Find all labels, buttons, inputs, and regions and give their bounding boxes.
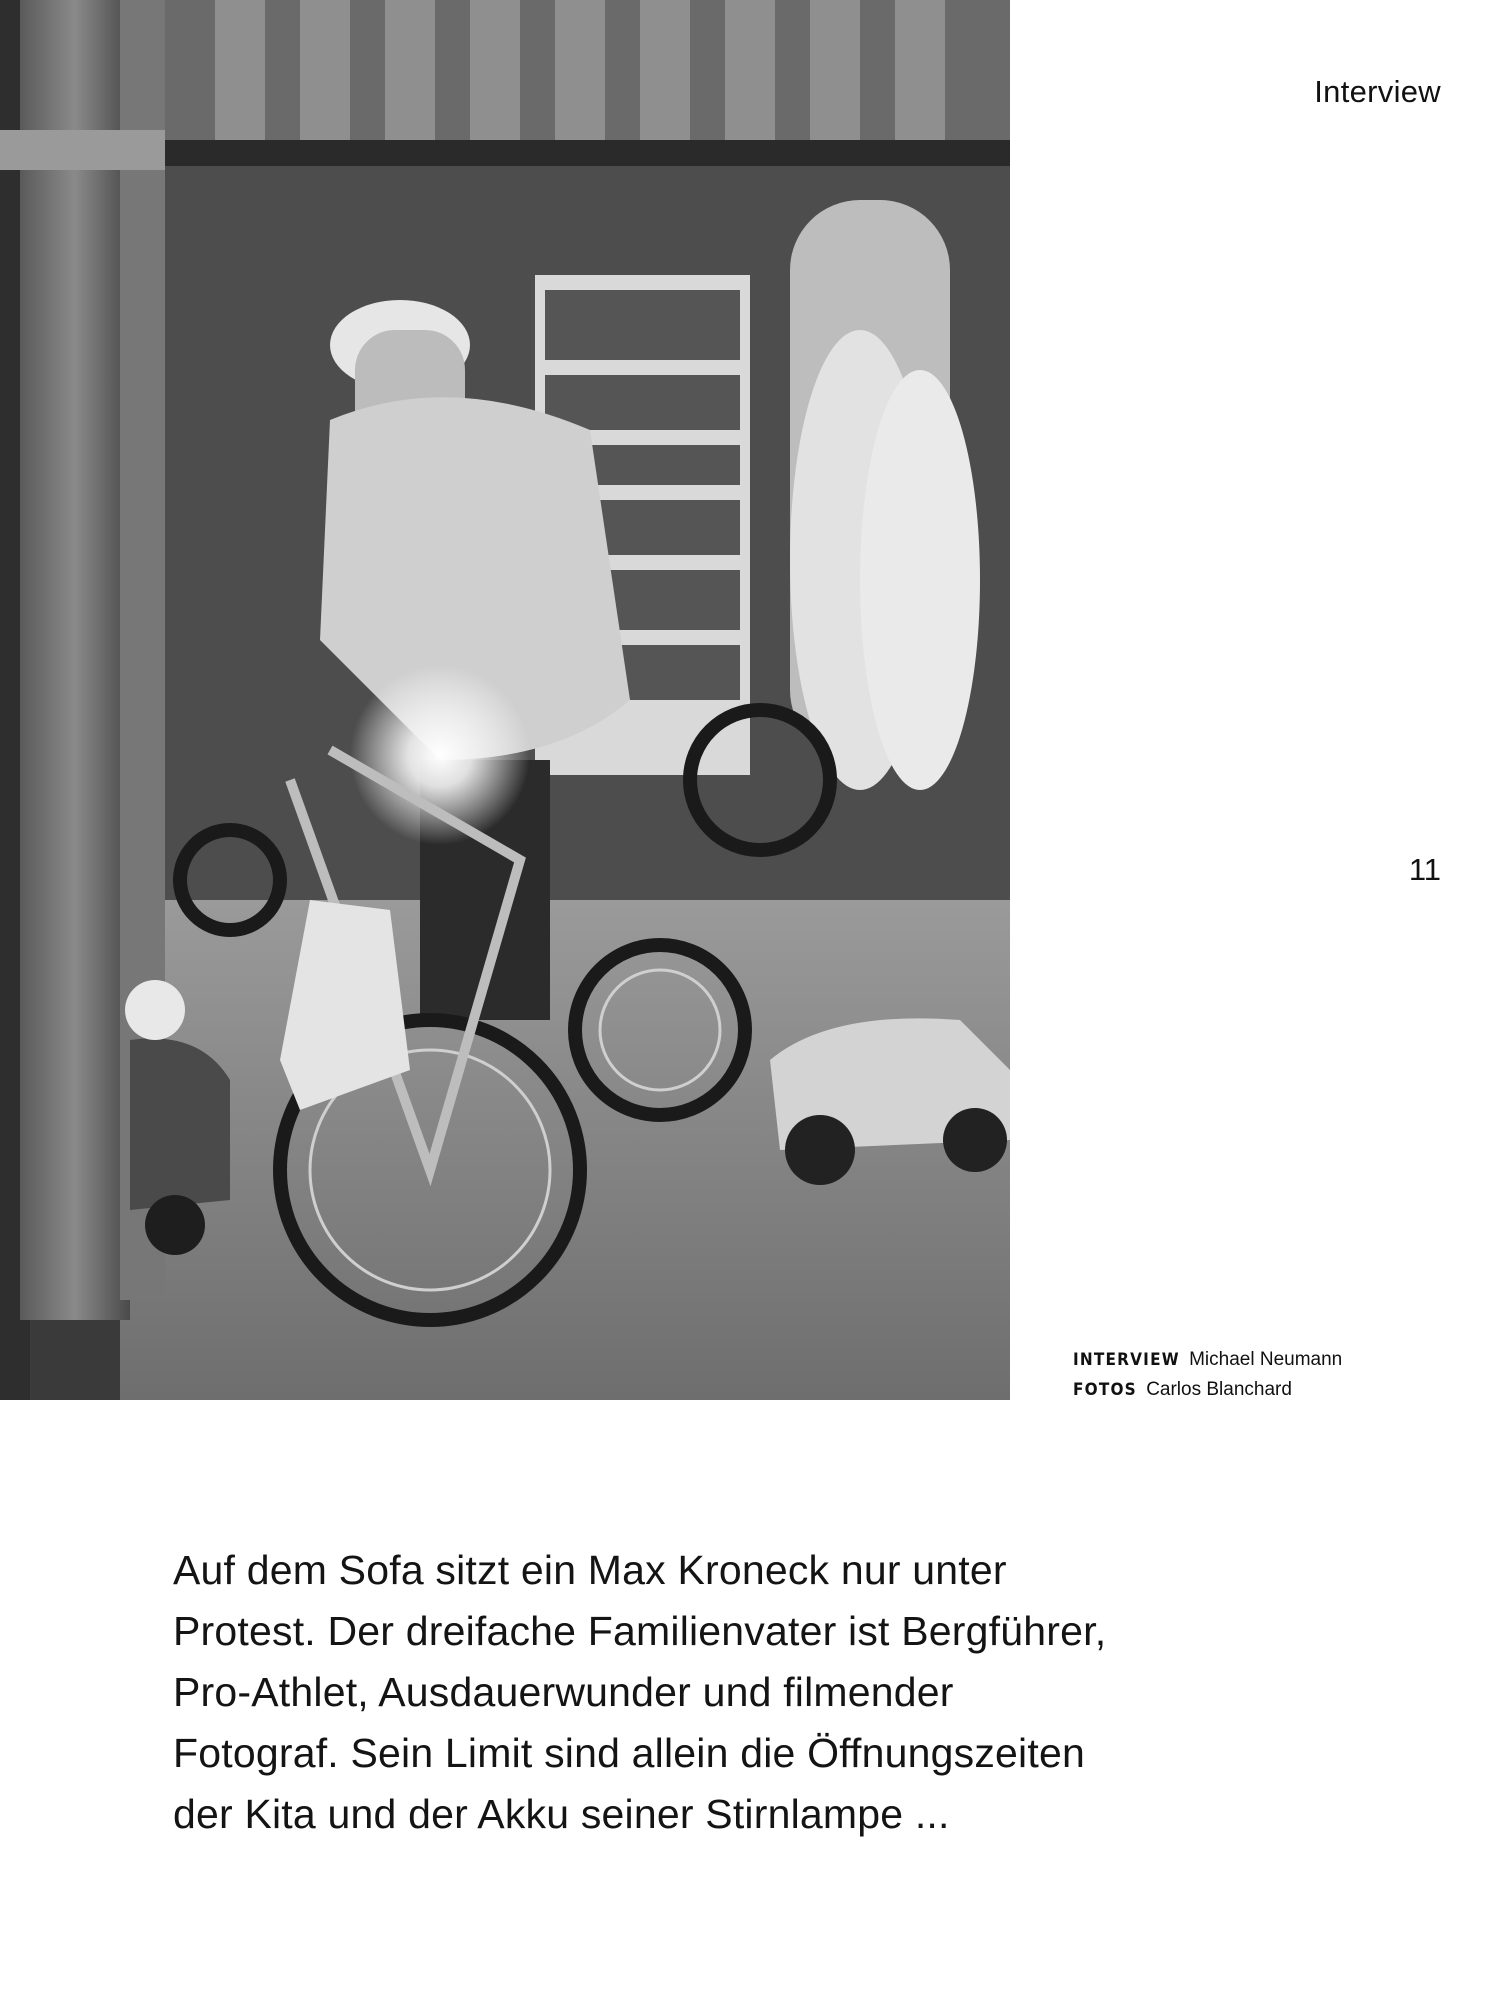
lede-line: Fotograf. Sein Limit sind allein die Öffnungszeiten: [173, 1730, 1085, 1776]
photo-credits: [1073, 1345, 1342, 1405]
photo-image: [0, 0, 1010, 1400]
page-number: 11: [1408, 852, 1441, 887]
credit-interview-value: Michael Neumann: [1189, 1349, 1343, 1370]
lede-paragraph: [173, 1540, 1323, 1845]
lede-line: Protest. Der dreifache Familienvater ist Bergführer,: [173, 1608, 1107, 1654]
credit-interview-key: INTERVIEW: [1073, 1350, 1180, 1370]
credit-photos-key: FOTOS: [1073, 1380, 1137, 1400]
garage-photo: [0, 0, 1010, 1400]
section-label: Interview: [1314, 74, 1441, 109]
credit-photos: [1073, 1375, 1342, 1405]
lede-line: Auf dem Sofa sitzt ein Max Kroneck nur unter: [173, 1547, 1007, 1593]
lede-line: der Kita und der Akku seiner Stirnlampe ...: [173, 1791, 950, 1837]
credit-photos-value: Carlos Blanchard: [1146, 1379, 1292, 1400]
lede-line: Pro-Athlet, Ausdauerwunder und filmender: [173, 1669, 954, 1715]
credit-interview: [1073, 1345, 1342, 1375]
